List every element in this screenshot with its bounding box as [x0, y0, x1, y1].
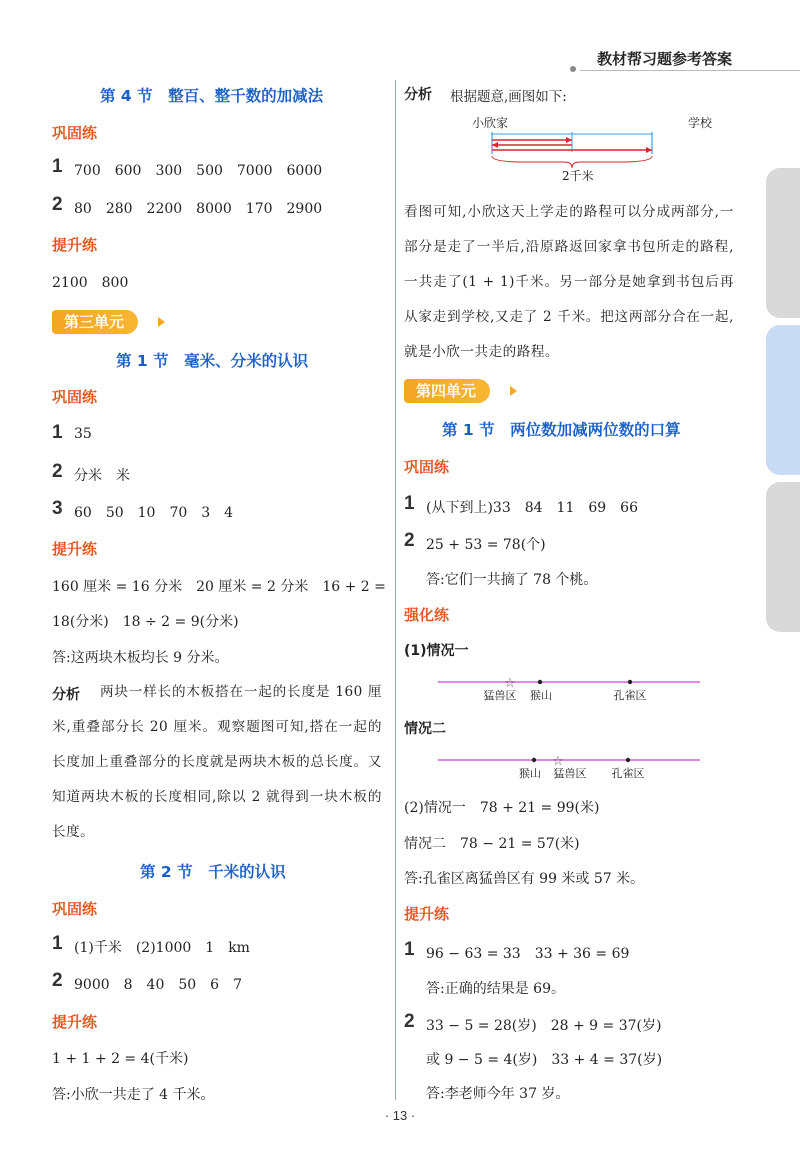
unit-badge: 第四单元 — [404, 379, 490, 403]
subheading: 强化练 — [404, 606, 450, 624]
answer-line: 或 9 − 5 = 4(岁) 33 + 4 = 37(岁) — [426, 1052, 663, 1068]
point-label: 猛兽区 — [553, 767, 587, 780]
page-number: · 13 · — [384, 1108, 416, 1123]
answer-line: 25 + 53 = 78(个) — [426, 537, 546, 553]
section-title: 第 1 节 两位数加减两位数的口算 — [442, 421, 681, 439]
home-label: 小欣家 — [472, 116, 509, 130]
analysis-label: 分析 — [404, 87, 432, 103]
answer-line: 60 50 10 70 3 4 — [74, 505, 234, 521]
section-title: 第 4 节 整百、整千数的加减法 — [100, 87, 324, 105]
point-label: 猴山 — [530, 689, 552, 702]
answer-line: 700 600 300 500 7000 6000 — [74, 163, 323, 179]
answer-line: 18(分米) 18 ÷ 2 = 9(分米) — [52, 614, 239, 630]
subheading: 提升练 — [52, 540, 98, 558]
answer-line: 96 − 63 = 33 33 + 36 = 69 — [426, 946, 630, 962]
question-number: 2 — [404, 1011, 415, 1032]
distance-brace — [492, 156, 652, 168]
forward-arrow-icon — [566, 137, 572, 143]
question-number: 2 — [52, 970, 63, 991]
point-dot — [532, 758, 536, 762]
subheading: 巩固练 — [52, 900, 98, 918]
star-icon: ☆ — [504, 676, 516, 691]
question-number: 3 — [52, 498, 63, 519]
analysis-label: 分析 — [52, 687, 80, 703]
question-number: 2 — [404, 530, 415, 551]
answer-line: 答:孔雀区离猛兽区有 99 米或 57 米。 — [404, 871, 645, 887]
header-dot — [570, 66, 576, 72]
subheading: 巩固练 — [52, 124, 98, 142]
answer-line: 35 — [74, 426, 92, 442]
point-label: 孔雀区 — [613, 689, 647, 702]
answer-line: 33 − 5 = 28(岁) 28 + 9 = 37(岁) — [426, 1018, 662, 1034]
answer-line: 答:它们一共摘了 78 个桃。 — [426, 572, 598, 588]
question-number: 1 — [404, 493, 415, 514]
answer-line: (1)千米 (2)1000 1 km — [74, 940, 250, 956]
distance-diagram — [464, 112, 754, 182]
answer-line: 160 厘米 = 16 分米 20 厘米 = 2 分米 16 + 2 = — [52, 579, 386, 595]
question-number: 1 — [52, 422, 63, 443]
point-dot — [538, 680, 542, 684]
case-label: (1)情况一 — [404, 643, 469, 659]
answer-line: 答:李老师今年 37 岁。 — [426, 1086, 570, 1102]
answer-line: 分米 米 — [74, 468, 130, 484]
side-tab-1 — [766, 168, 800, 318]
side-tab-3 — [766, 482, 800, 632]
subheading: 提升练 — [404, 905, 450, 923]
point-label: 孔雀区 — [611, 767, 645, 780]
unit-badge-arrow — [158, 317, 165, 327]
question-number: 2 — [52, 461, 63, 482]
answer-line: (2)情况一 78 + 21 = 99(米) — [404, 800, 600, 816]
unit-badge-arrow — [510, 386, 517, 396]
answer-line: 答:正确的结果是 69。 — [426, 981, 565, 997]
subheading: 提升练 — [52, 1013, 98, 1031]
answer-line: 情况二 78 − 21 = 57(米) — [404, 836, 580, 852]
subheading: 巩固练 — [52, 388, 98, 406]
question-number: 2 — [52, 194, 63, 215]
header-title: 教材帮习题参考答案 — [596, 50, 732, 68]
return-arrow-icon — [492, 142, 498, 148]
question-number: 1 — [52, 933, 63, 954]
answer-line: (从下到上)33 84 11 69 66 — [426, 500, 638, 516]
section-title: 第 2 节 千米的认识 — [140, 863, 286, 881]
distance-label: 2千米 — [562, 169, 594, 182]
answer-line: 答:这两块木板均长 9 分米。 — [52, 650, 229, 666]
header-rule — [580, 70, 800, 71]
number-line-case1 — [438, 672, 704, 702]
section-title: 第 1 节 毫米、分米的认识 — [116, 352, 309, 370]
answer-line: 80 280 2200 8000 170 2900 — [74, 201, 323, 217]
question-number: 1 — [52, 156, 63, 177]
answer-line: 9000 8 40 50 6 7 — [74, 977, 242, 993]
analysis-text: 两块一样长的木板搭在一起的长度是 160 厘米,重叠部分长 20 厘米。观察题图可知,搭在一起的长度加上重叠部分的长度就是两块木板的总长度。又知道两块木板的长度相同,除以 2 就得到一块木板的长度。 — [52, 684, 382, 840]
subheading: 巩固练 — [404, 458, 450, 476]
analysis-intro: 根据题意,画图如下: — [450, 89, 567, 105]
point-dot — [628, 680, 632, 684]
case-label: 情况二 — [404, 721, 446, 737]
subheading: 提升练 — [52, 236, 98, 254]
point-label: 猴山 — [519, 767, 541, 780]
point-label: 猛兽区 — [483, 689, 517, 702]
star-icon: ☆ — [552, 754, 564, 769]
side-tab-2 — [766, 325, 800, 475]
question-number: 1 — [404, 939, 415, 960]
school-label: 学校 — [688, 116, 713, 130]
number-line-case2 — [438, 750, 704, 780]
answer-line: 1 + 1 + 2 = 4(千米) — [52, 1051, 189, 1067]
answer-line: 答:小欣一共走了 4 千米。 — [52, 1087, 215, 1103]
answer-line: 2100 800 — [52, 275, 129, 291]
point-dot — [626, 758, 630, 762]
full-arrow-icon — [646, 147, 652, 153]
unit-badge: 第三单元 — [52, 310, 138, 334]
analysis-text: 看图可知,小欣这天上学走的路程可以分成两部分,一部分是走了一半后,沿原路返回家拿书包所走的路程,一共走了(1 + 1)千米。另一部分是她拿到书包后再从家走到学校,又走了 2 千米。把这两部分合在一起,就是小欣一共走的路程。 — [404, 204, 734, 360]
column-divider — [395, 80, 396, 1100]
